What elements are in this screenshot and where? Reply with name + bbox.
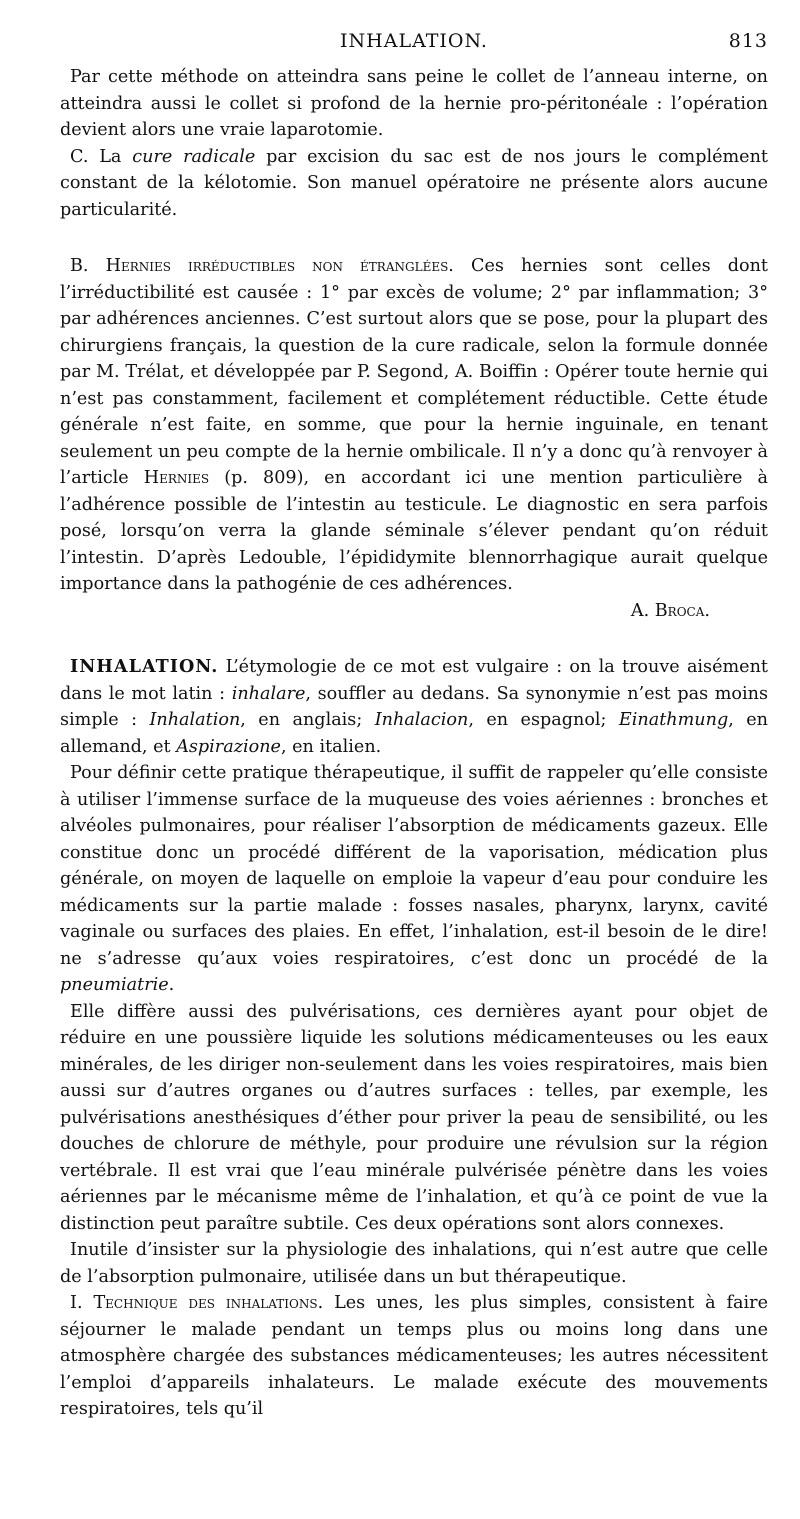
paragraph-text: , en italien. [280, 736, 382, 757]
author-signature: A. Broca. [630, 600, 710, 621]
paragraph-text: par excision du sac est de nos jours le complément constant de la kélotomie. Son manuel opératoire ne présente alors aucune particularité. [60, 146, 768, 220]
running-header [60, 30, 768, 64]
body-text [60, 64, 768, 1423]
paragraph-text: Les unes, les plus simples, consistent à faire séjourner le malade pendant un temps plus ou moins long dans une atmosphère chargée des substances médicamenteuses; les autres nécessitent l’emploi d’appareils inhalateurs. Le malade exécute des mouvements respiratoires, tels qu’il [60, 1293, 768, 1419]
paragraph-text: Par cette méthode on atteindra sans peine le collet de l’anneau interne, on atteindra aussi le collet si profond de la hernie pro-péritonéale : l’opération devient alors une vraie laparotomie. [60, 67, 768, 140]
paragraph-text: . [168, 975, 175, 995]
italic-term: inhalare [231, 683, 306, 704]
cross-reference: Hernies [143, 468, 210, 488]
italic-term: cure radicale [132, 146, 256, 167]
paragraph-lead: I. [70, 1293, 94, 1313]
spacer [60, 624, 768, 654]
italic-term: Aspirazione [176, 736, 281, 757]
paragraph-text: Pour définir cette pratique thérapeutique, il suffit de rappeler qu’elle consiste à utiliser l’immense surface de la muqueuse des voies aériennes : bronches et alvéoles pulmonaires, pour réaliser l’absorption de médicaments gazeux. Elle constitue donc un procédé différent de la vaporisation, médication plus générale, on moyen de laquelle on emploie la vapeur d’eau pour conduire les médicaments sur la partie malade : fosses nasales, pharynx, larynx, cavité vaginale ou surfaces des plaies. En effet, l’inhalation, est-il besoin de le dire! ne s’adresse qu’aux voies respiratoires, c’est donc un procédé de la [60, 763, 768, 969]
paragraph-text: , souffler au dedans. Sa synonymie n’est pas moins simple : [60, 683, 768, 730]
italic-term: Inhalation [149, 710, 241, 730]
paragraph-pulverisations [60, 999, 768, 1238]
paragraph-lead: B. [70, 256, 106, 276]
paragraph-inhalation-intro [60, 654, 768, 760]
italic-term: Einathmung [618, 710, 729, 730]
paragraph-technique [60, 1290, 768, 1423]
spacer [60, 223, 768, 253]
article-heading: INHALATION. [70, 656, 219, 677]
paragraph-definition [60, 760, 768, 999]
running-title: INHALATION. [340, 30, 488, 52]
paragraph-text: Ces hernies sont celles dont l’irréductibilité est causée : 1° par excès de volume; 2° par inflammation; 3° par adhérences anciennes. C’est surtout alors que se pose, pour la plupart des chirurgiens français, la question de la cure radicale, selon la formule donnée par M. Trélat, et développée par P. Segond, A. Boiffin : Opérer toute hernie qui n’est pas constamment, facilement et complétement réductible. Cette étude générale n’est faite, en somme, que pour la hernie inguinale, en tenant seulement un peu compte de la hernie ombilicale. Il n’y a donc qu’à renvoyer à l’article [60, 256, 769, 488]
section-heading: Hernies irréductibles non étranglées. [105, 256, 454, 276]
paragraph-hernies-irreductibles [60, 253, 768, 598]
italic-term: Inhalacion [374, 710, 469, 730]
paragraph-text: , en allemand, et [60, 710, 768, 757]
section-heading: Technique des inhalations. [93, 1293, 324, 1313]
paragraph-physiologie [60, 1237, 768, 1290]
paragraph-cure-radicale [60, 144, 768, 224]
paragraph-text: (p. 809), en accordant ici une mention particulière à l’adhérence possible de l’intestin au testicule. Le diagnostic en sera parfois posé, lorsqu’on verra la glande séminale s’élever pendant qu’on réduit l’intestin. D’après Ledouble, l’épididymite blennorrhagique aurait quelque importance dans la pathogénie de ces adhérences. [60, 468, 768, 594]
paragraph-text: L’étymologie de ce mot est vulgaire : on la trouve aisément dans le mot latin : [60, 657, 768, 704]
paragraph-text: Inutile d’insister sur la physiologie des inhalations, qui n’est autre que celle de l’absorption pulmonaire, utilisée dans un but thérapeutique. [60, 1240, 768, 1287]
paragraph-collet [60, 64, 768, 144]
paragraph-lead: C. La [70, 146, 133, 167]
page-number: 813 [728, 30, 768, 52]
paragraph-text: , en anglais; [240, 710, 375, 730]
paragraph-text: Elle diffère aussi des pulvérisations, ces dernières ayant pour objet de réduire en une poussière liquide les solutions médicamenteuses ou les eaux minérales, de les diriger non-seulement dans les voies respiratoires, mais bien aussi sur d’autres organes ou d’autres surfaces : telles, par exemple, les pulvérisations anesthésiques d’éther pour priver la peau de sensibilité, ou les douches de chlorure de méthyle, pour produire une révulsion sur la région vertébrale. Il est vrai que l’eau minérale pulvérisée pénètre dans les voies aériennes par le mécanisme même de l’inhalation, et qu’à ce point de vue la distinction peut paraître subtile. Ces deux opérations sont alors connexes. [60, 1001, 768, 1234]
paragraph-text: , en espagnol; [468, 710, 619, 730]
italic-term: pneumiatrie [60, 975, 169, 995]
